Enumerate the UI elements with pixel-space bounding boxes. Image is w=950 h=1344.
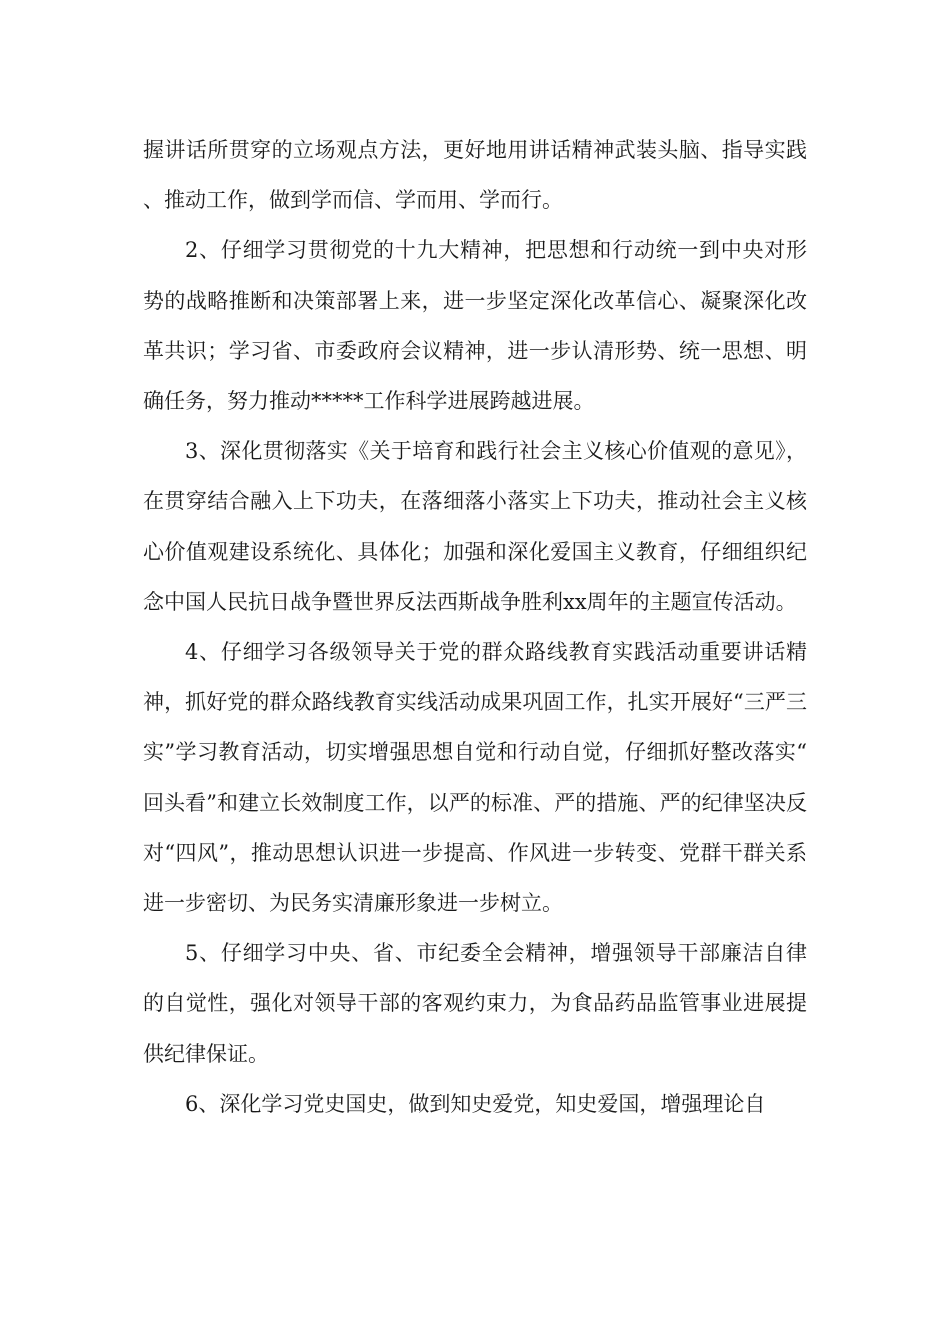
document-body bbox=[143, 125, 807, 1129]
paragraph-6: 6、深化学习党史国史，做到知史爱党，知史爱国，增强理论自 bbox=[185, 1091, 766, 1116]
paragraph-1: 握讲话所贯穿的立场观点方法，更好地用讲话精神武装头脑、指导实践、推动工作，做到学而信、学而用、学而行。 bbox=[143, 138, 807, 213]
paragraph-4: 4、仔细学习各级领导关于党的群众路线教育实践活动重要讲话精神，抓好党的群众路线教育实线活动成果巩固工作，扎实开展好“三严三实”学习教育活动，切实增强思想自觉和行动自觉，仔细抓好整改落实“回头看”和建立长效制度工作，以严的标准、严的措施、严的纪律坚决反对“四风”，推动思想认识进一步提高、作风进一步转变、党群干群关系进一步密切、为民务实清廉形象进一步树立。 bbox=[143, 640, 807, 916]
paragraph-2: 2、仔细学习贯彻党的十九大精神，把思想和行动统一到中央对形势的战略推断和决策部署上来，进一步坚定深化改革信心、凝聚深化改革共识；学习省、市委政府会议精神，进一步认清形势、统一思想、明确任务，努力推动*****工作科学进展跨越进展。 bbox=[143, 238, 807, 414]
paragraph-5: 5、仔细学习中央、省、市纪委全会精神，增强领导干部廉洁自律的自觉性，强化对领导干部的客观约束力，为食品药品监管事业进展提供纪律保证。 bbox=[143, 941, 807, 1066]
paragraph-3: 3、深化贯彻落实《关于培育和践行社会主义核心价值观的意见》，在贯穿结合融入上下功夫，在落细落小落实上下功夫，推动社会主义核心价值观建设系统化、具体化；加强和深化爱国主义教育，仔细组织纪念中国人民抗日战争暨世界反法西斯战争胜利xx周年的主题宣传活动。 bbox=[143, 439, 807, 614]
